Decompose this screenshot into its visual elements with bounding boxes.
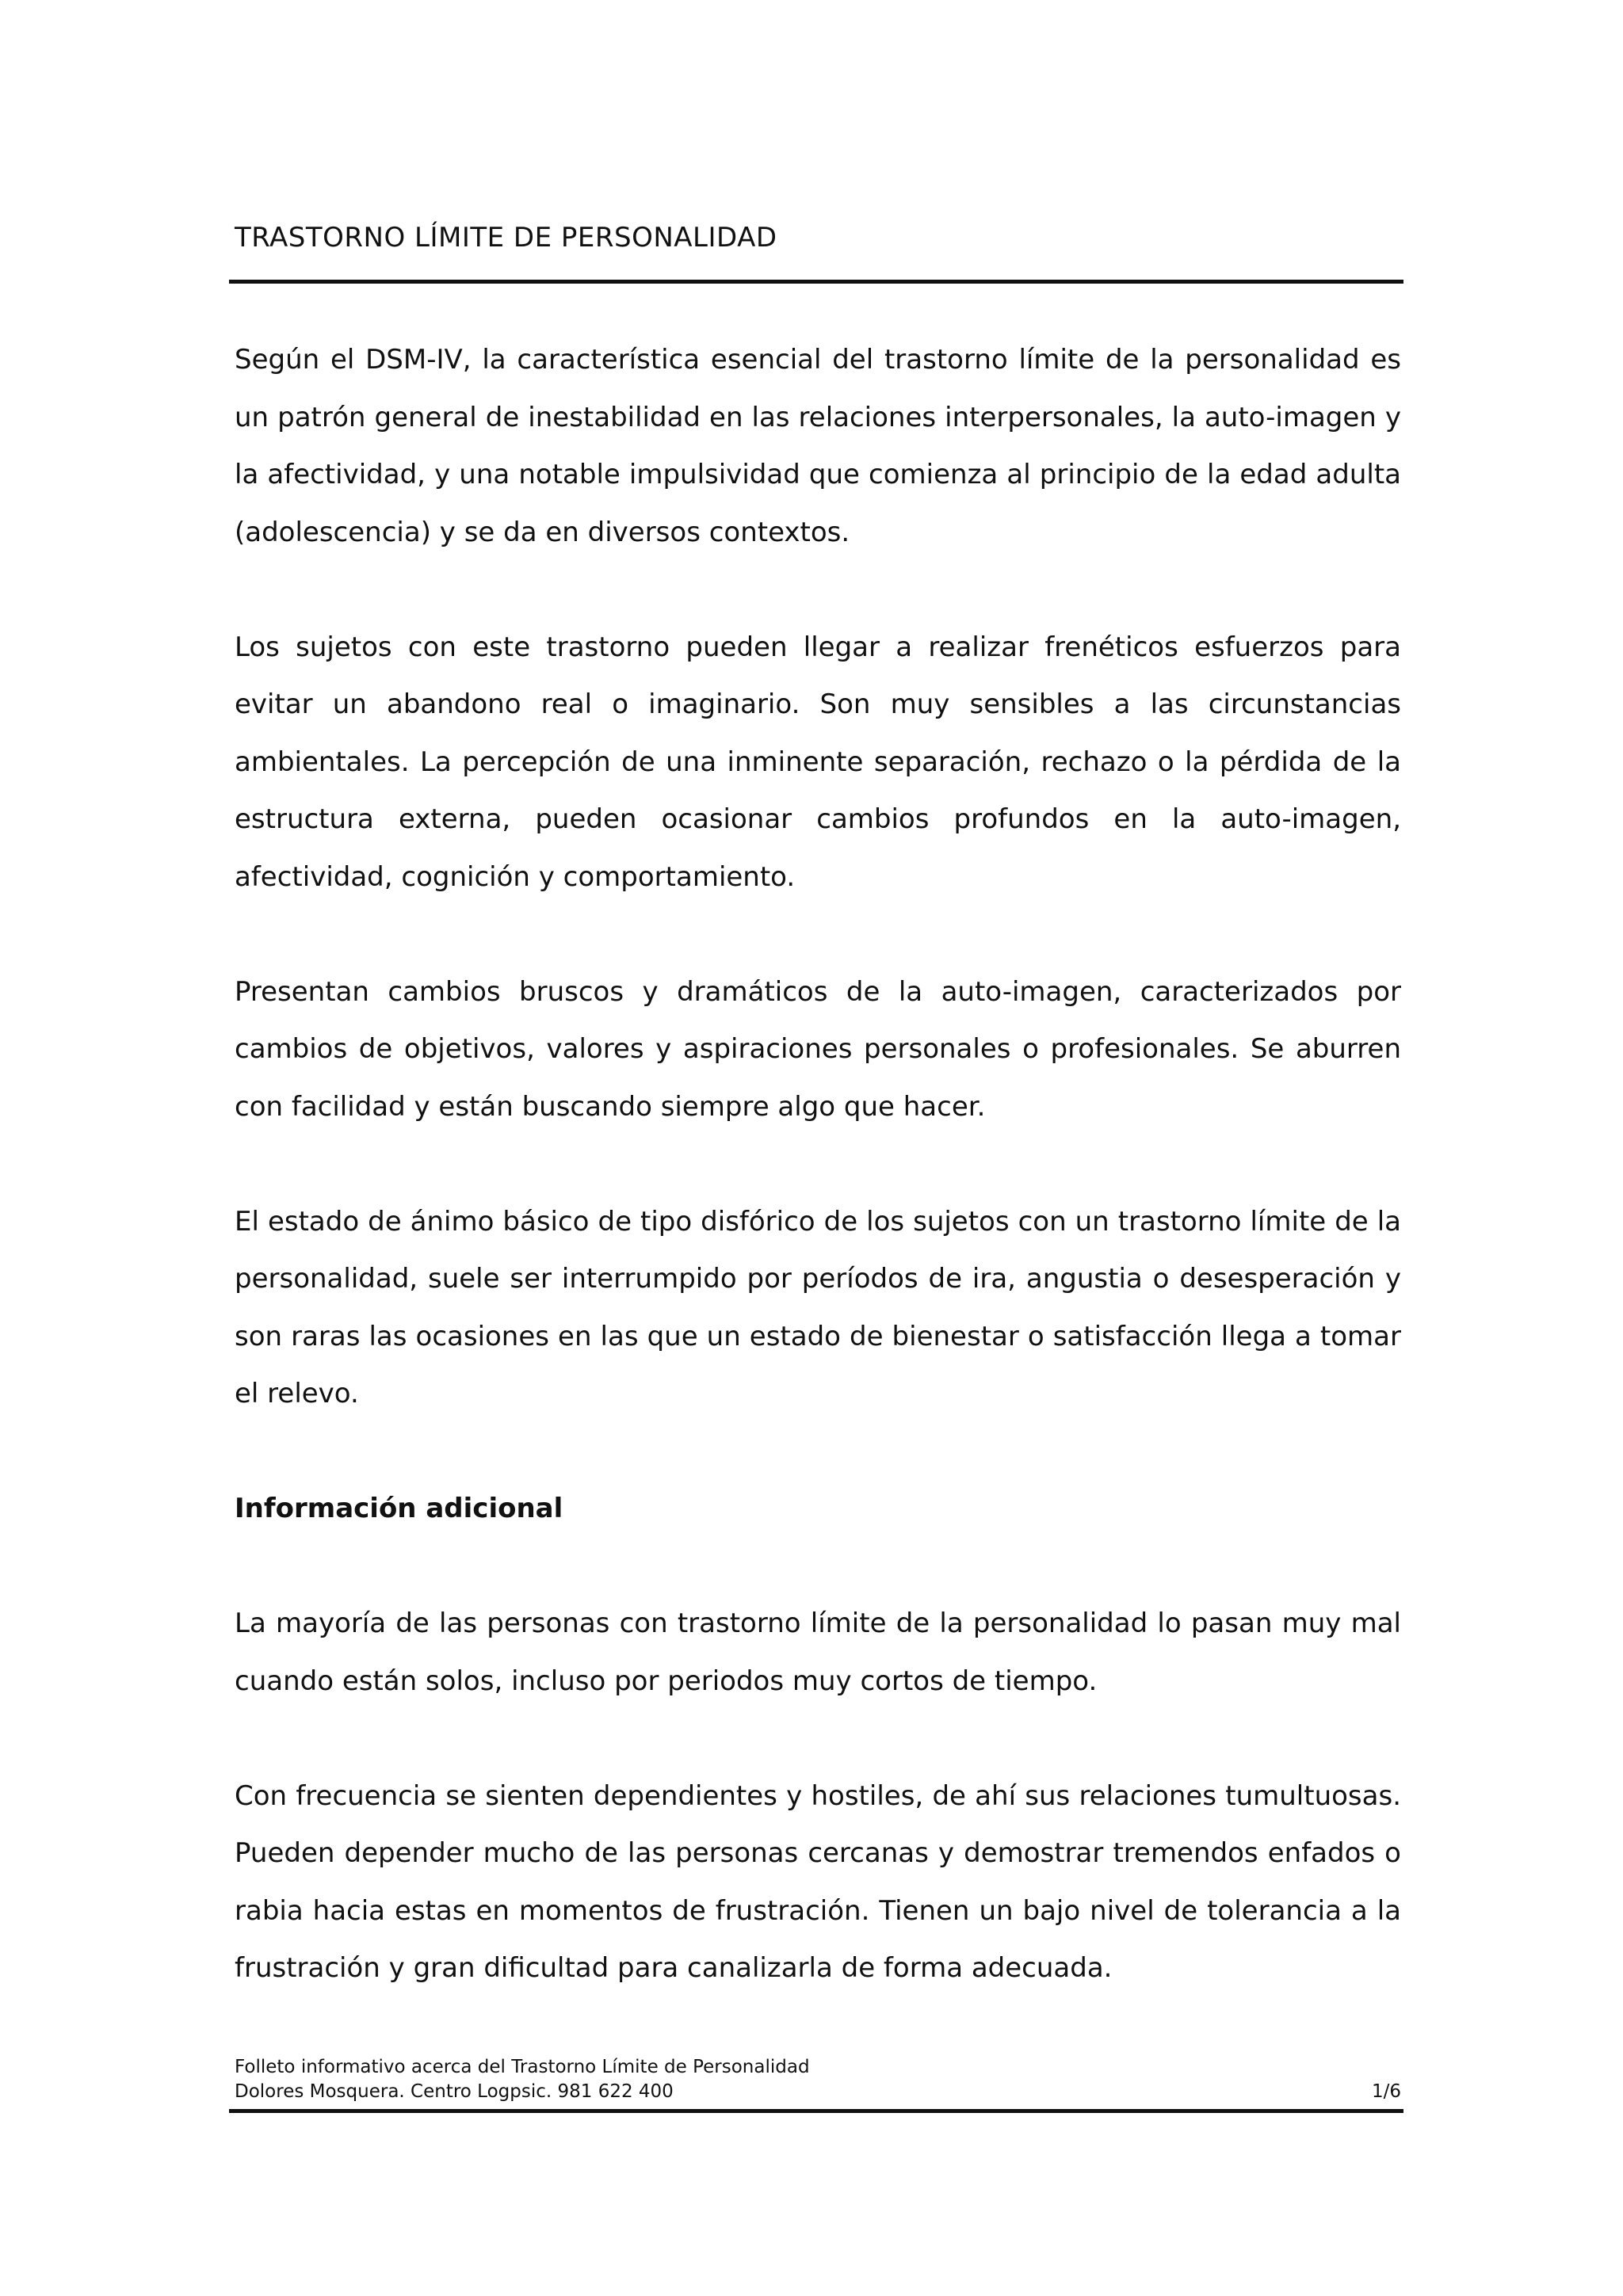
paragraph-4: El estado de ánimo básico de tipo disfórico de los sujetos con un trastorno límite de la personalidad, suele ser interrumpido por períodos de ira, angustia o desesperación y son raras las ocasiones en las que un estado de bienestar o satisfacción llega a tomar el relevo. [235, 1205, 1401, 1409]
footer-line-2: Dolores Mosquera. Centro Logpsic. 981 622 400 [235, 2081, 674, 2102]
footer-line-2-row [235, 2080, 1401, 2104]
page-footer [235, 2055, 1401, 2104]
paragraph-2: Los sujetos con este trastorno pueden llegar a realizar frenéticos esfuerzos para evitar un abandono real o imaginario. Son muy sensibles a las circunstancias ambientales. La percepción de una inminente separación, rechazo o la pérdida de la estructura externa, pueden ocasionar cambios profundos en la auto-imagen, afectividad, cognición y comportamiento. [235, 631, 1401, 893]
paragraph-3: Presentan cambios bruscos y dramáticos de la auto-imagen, caracterizados por cambios de objetivos, valores y aspiraciones personales o profesionales. Se aburren con facilidad y están buscando siempre algo que hacer. [235, 975, 1401, 1123]
section-heading: Información adicional [235, 1493, 563, 1524]
footer-divider [229, 2109, 1403, 2113]
header-divider [229, 280, 1403, 284]
paragraph-5: La mayoría de las personas con trastorno límite de la personalidad lo pasan muy mal cuando están solos, incluso por periodos muy cortos de tiempo. [235, 1608, 1401, 1697]
footer-line-1: Folleto informativo acerca del Trastorno Límite de Personalidad [235, 2057, 810, 2077]
paragraph-6: Con frecuencia se sienten dependientes y hostiles, de ahí sus relaciones tumultuosas. Pueden depender mucho de las personas cercanas y demostrar tremendos enfados o rabia hacia estas en momentos de frustración. Tienen un bajo nivel de tolerancia a la frustración y gran dificultad para canalizarla de forma adecuada. [235, 1779, 1401, 1984]
page-number: 1/6 [1371, 2081, 1401, 2102]
paragraph-1: Según el DSM-IV, la característica esencial del trastorno límite de la personalidad es un patrón general de inestabilidad en las relaciones interpersonales, la auto-imagen y la afectividad, y una notable impulsividad que comienza al principio de la edad adulta (adolescencia) y se da en diversos contextos. [235, 344, 1401, 548]
document-body [235, 331, 1401, 2054]
page-title: TRASTORNO LÍMITE DE PERSONALIDAD [235, 222, 777, 254]
